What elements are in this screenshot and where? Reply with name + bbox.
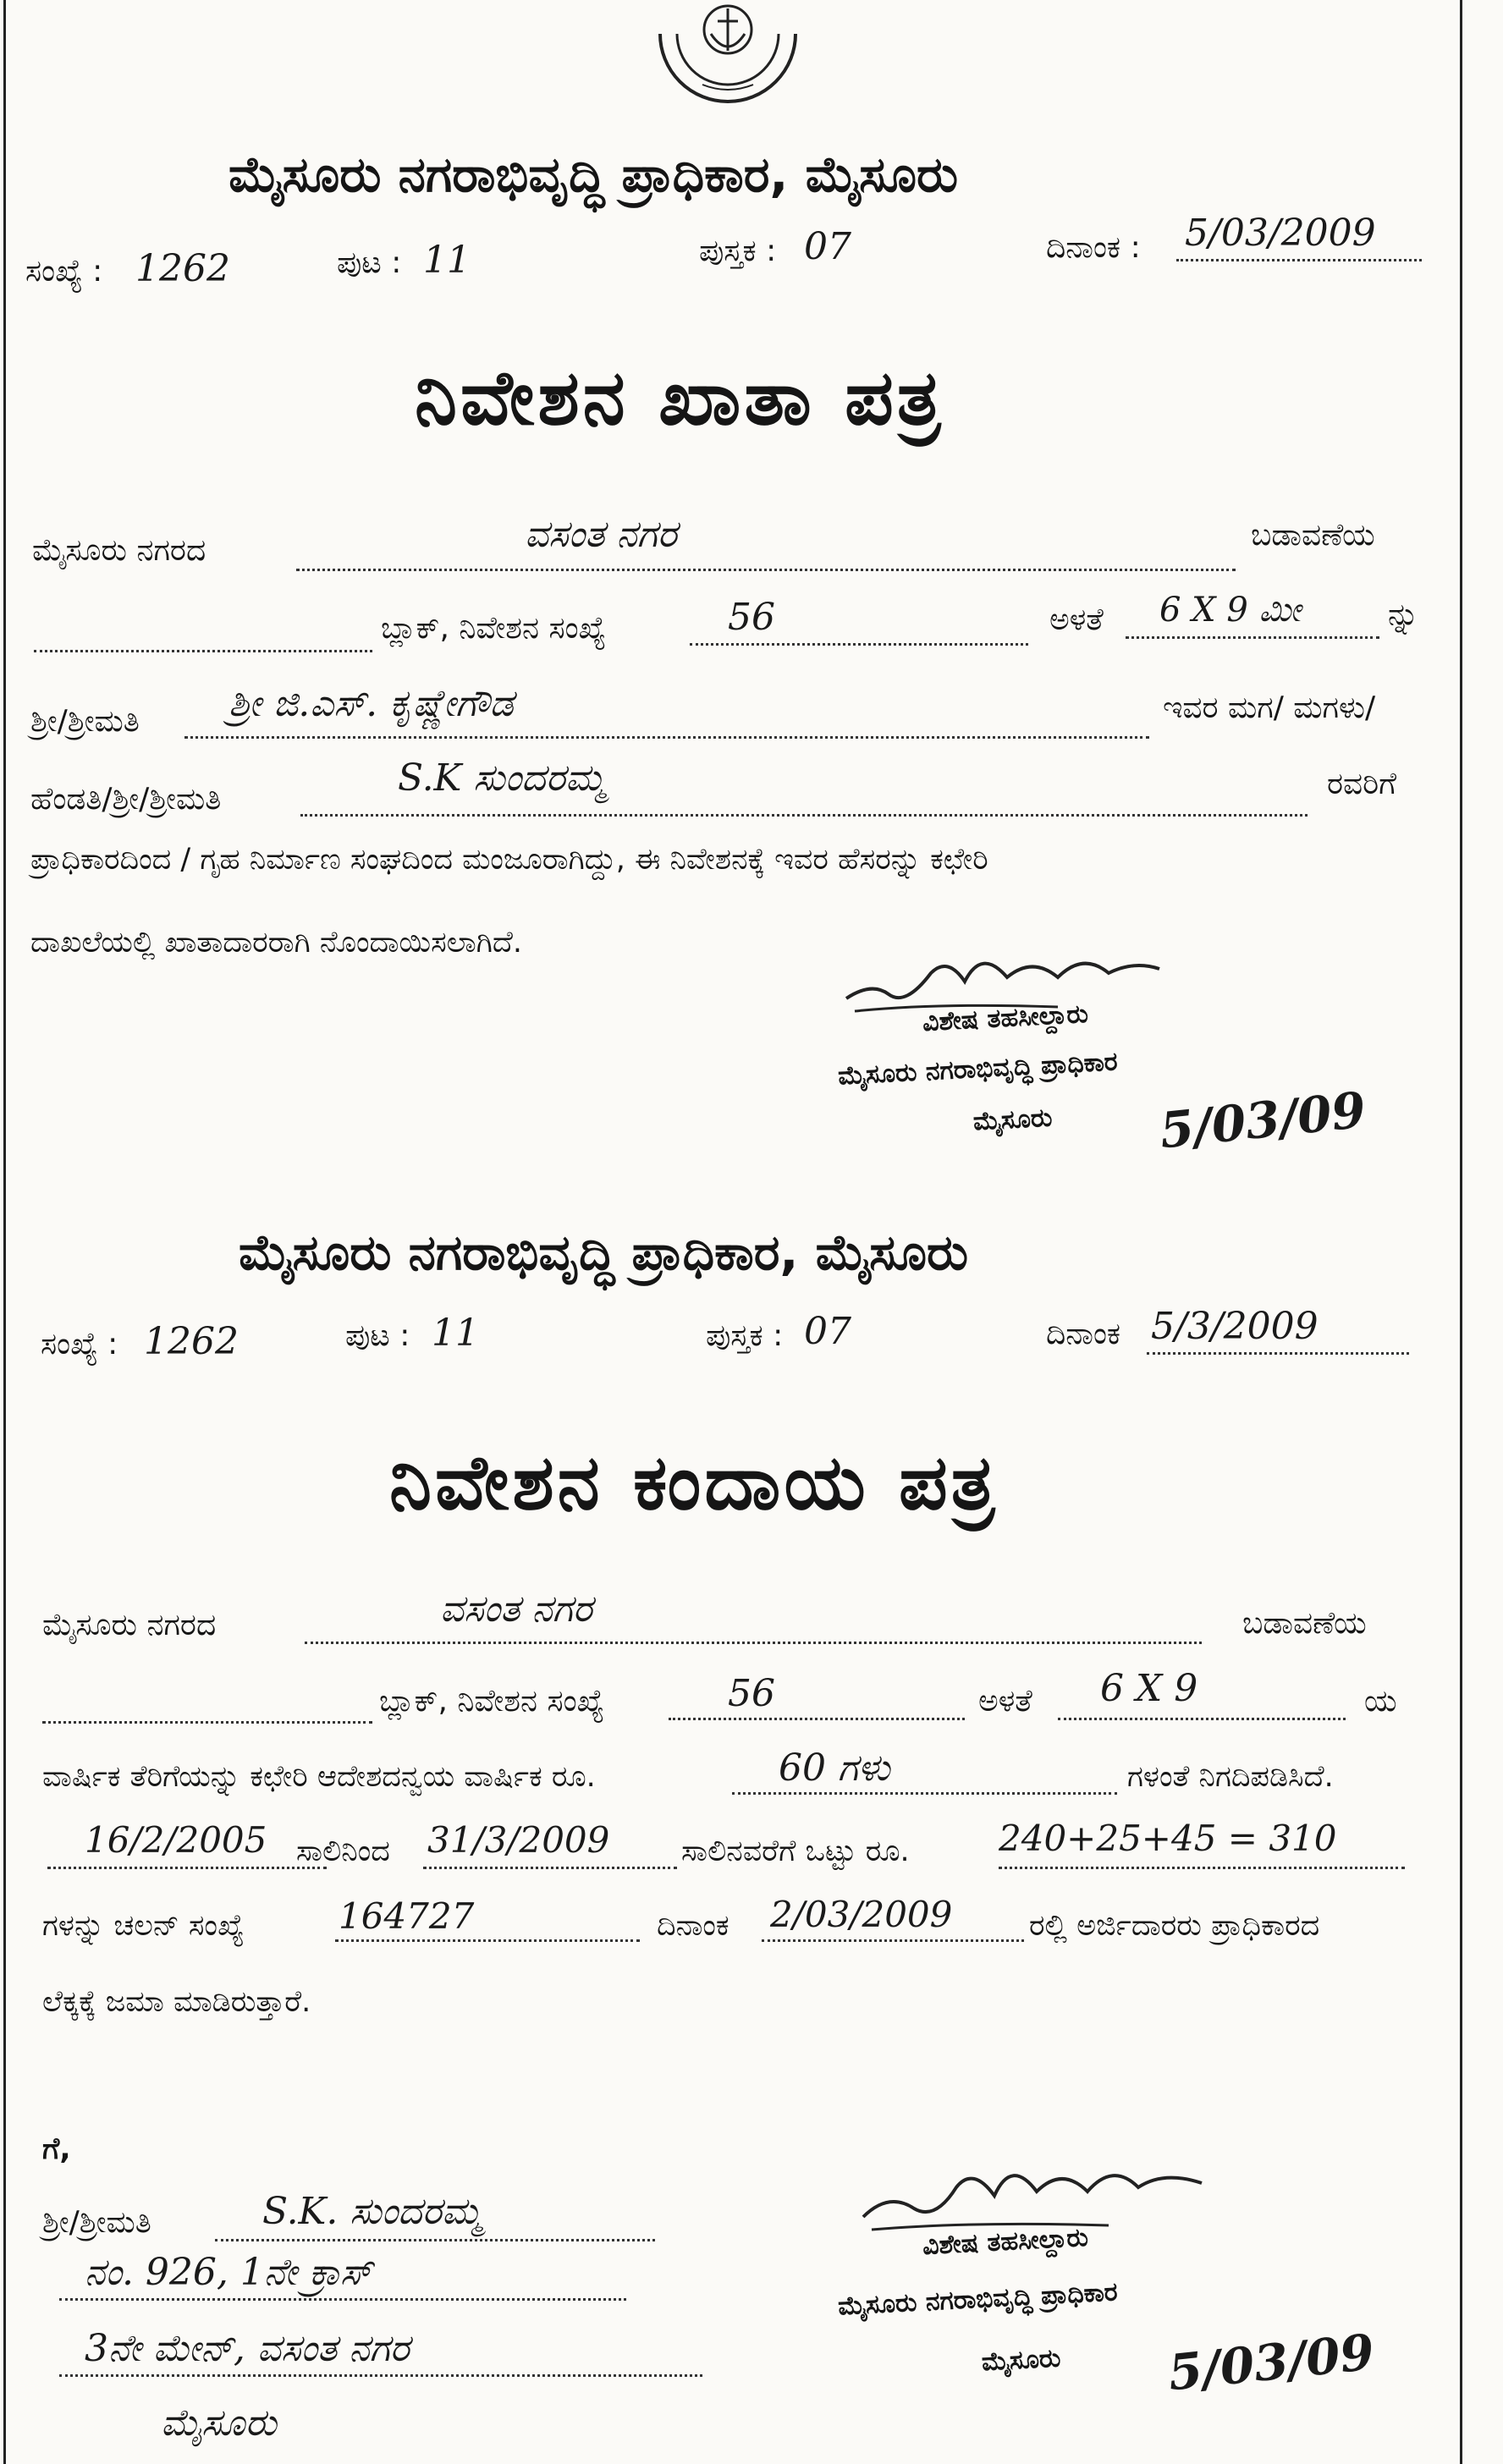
kandaya-recipient-label: ಶ್ರೀ/ಶ್ರೀಮತಿ — [42, 2205, 151, 2240]
khata-book-value: 07 — [804, 225, 851, 268]
khata-city-label: ಮೈಸೂರು ನಗರದ — [32, 533, 206, 568]
kandaya-challan-date-dots — [762, 1939, 1024, 1942]
kandaya-size-value: 6 X 9 — [1100, 1667, 1198, 1710]
kandaya-block-label: ಬ್ಲಾಕ್, ನಿವೇಶನ ಸಂಖ್ಯೆ — [379, 1684, 605, 1719]
khata-date-label: ದಿನಾಂಕ : — [1046, 230, 1141, 265]
khata-site-dots — [690, 643, 1028, 646]
khata-para-line1: ಪ್ರಾಧಿಕಾರದಿಂದ / ಗೃಹ ನಿರ್ಮಾಣ ಸಂಘದಿಂದ ಮಂಜೂರಾಗಿದ್ದು, ಈ ನಿವೇಶನಕ್ಕೆ ಇವರ ಹೆಸರನ್ನು ಕಛೇರಿ — [30, 843, 988, 877]
kandaya-site-no: 56 — [728, 1672, 775, 1715]
kandaya-date-value: 5/3/2009 — [1151, 1305, 1319, 1348]
khata-header-title: ಮೈಸೂರು ನಗರಾಭಿವೃದ್ಧಿ ಪ್ರಾಧಿಕಾರ, ಮೈಸೂರು — [228, 146, 959, 203]
right-margin-rule — [1460, 0, 1462, 2464]
kandaya-recipient-dots — [215, 2239, 655, 2241]
kandaya-challan-dots — [335, 1939, 640, 1942]
khata-size-value: 6 X 9 ಮೀ — [1159, 591, 1302, 630]
khata-page-value: 11 — [423, 239, 471, 282]
khata-size-suffix: ನ್ನು — [1388, 597, 1419, 632]
kandaya-challan-value: 164727 — [339, 1895, 475, 1937]
khata-book-label: ಪುಸ್ತಕ : — [699, 234, 777, 268]
khata-owner-dots — [184, 736, 1149, 739]
khata-size-label: ಅಳತೆ — [1049, 602, 1104, 637]
kandaya-area-dots — [305, 1642, 1202, 1644]
khata-wife-label: ಹೆಂಡತಿ/ಶ್ರೀ/ಶ್ರೀಮತಿ — [30, 782, 222, 817]
kandaya-total-dots — [999, 1867, 1405, 1869]
kandaya-number-value: 1262 — [144, 1320, 239, 1363]
khata-owner-value: ಶ್ರೀ ಜಿ.ಎಸ್. ಕೃಷ್ಣೇಗೌಡ — [228, 682, 514, 725]
kandaya-period-from-label: ಸಾಲಿನಿಂದ — [296, 1834, 390, 1868]
kandaya-size-dots — [1058, 1718, 1346, 1720]
kandaya-doc-title: ನಿವೇಶನ ಕಂದಾಯ ಪತ್ರ — [389, 1438, 999, 1527]
kandaya-area-value: ವಸಂತ ನಗರ — [440, 1587, 592, 1631]
kandaya-tax-dots — [732, 1792, 1117, 1795]
khata-block-label: ಬ್ಲಾಕ್, ನಿವೇಶನ ಸಂಖ್ಯೆ — [381, 611, 607, 646]
kandaya-period-to-label: ಸಾಲಿನವರೆಗೆ ಒಟ್ಟು ರೂ. — [681, 1834, 910, 1868]
khata-ravarige: ರವರಿಗೆ — [1327, 767, 1397, 801]
kandaya-from-dots — [47, 1867, 327, 1869]
khata-wife-dots — [300, 814, 1308, 817]
kandaya-page-label: ಪುಟ : — [345, 1318, 410, 1353]
khata-date-dots — [1176, 259, 1422, 261]
khata-stamp-line3: ಮೈಸೂರು — [972, 1103, 1054, 1137]
khata-number-value: 1262 — [135, 247, 230, 290]
khata-owner-label: ಶ್ರೀ/ಶ್ರೀಮತಿ — [30, 704, 140, 739]
kandaya-recipient-name: S.K. ಸುಂದರಮ್ಮ — [262, 2190, 482, 2233]
kandaya-stamp-line2: ಮೈಸೂರು ನಗರಾಭಿವೃದ್ಧಿ ಪ್ರಾಧಿಕಾರ — [837, 2277, 1119, 2322]
kandaya-period-to: 31/3/2009 — [427, 1819, 610, 1861]
kandaya-date-dots — [1147, 1352, 1409, 1355]
left-margin-rule — [3, 0, 6, 2464]
khata-site-no: 56 — [728, 596, 775, 639]
khata-size-dots — [1126, 636, 1379, 639]
kandaya-city-label: ಮೈಸೂರು ನಗರದ — [42, 1608, 217, 1642]
khata-area-dots — [296, 569, 1236, 571]
khata-block-dots — [34, 650, 372, 652]
kandaya-address2-dots — [59, 2374, 702, 2377]
kandaya-applicant-text: ರಲ್ಲಿ ಅರ್ಜಿದಾರರು ಪ್ರಾಧಿಕಾರದ — [1029, 1909, 1320, 1943]
kandaya-stamp-date: 5/03/09 — [1165, 2323, 1378, 2402]
khata-number-label: ಸಂಖ್ಯೆ : — [25, 254, 103, 289]
kandaya-size-label: ಅಳತೆ — [978, 1684, 1032, 1719]
kandaya-number-label: ಸಂಖ್ಯೆ : — [41, 1327, 118, 1361]
khata-child-label: ಇವರ ಮಗ/ ಮಗಳು/ — [1163, 690, 1376, 725]
kandaya-block-dots — [42, 1721, 372, 1724]
kandaya-to-dots — [423, 1867, 677, 1869]
khata-page-label: ಪುಟ : — [337, 245, 402, 280]
kandaya-tax-label: ವಾರ್ಷಿಕ ತೆರಿಗೆಯನ್ನು ಕಛೇರಿ ಆದೇಶದನ್ವಯ ವಾರ್ಷಿಕ ರೂ. — [42, 1760, 596, 1794]
kandaya-total-value: 240+25+45 = 310 — [999, 1818, 1337, 1859]
khata-layout-label: ಬಡಾವಣೆಯ — [1251, 518, 1375, 553]
khata-stamp-line2: ಮೈಸೂರು ನಗರಾಭಿವೃದ್ಧಿ ಪ್ರಾಧಿಕಾರ — [837, 1047, 1119, 1092]
khata-area-value: ವಸಂತ ನಗರ — [525, 513, 677, 556]
khata-stamp-line1: ವಿಶೇಷ ತಹಸೀಲ್ದಾರು — [922, 998, 1089, 1038]
kandaya-site-dots — [669, 1718, 965, 1720]
kandaya-stamp-line1: ವಿಶೇಷ ತಹಸೀಲ್ದಾರು — [922, 2222, 1089, 2262]
kandaya-to-label: ಗೆ, — [42, 2132, 71, 2166]
khata-wife-value: S.K ಸುಂದರಮ್ಮ — [398, 756, 606, 800]
kandaya-address-line1: ನಂ. 926, 1ನೇ ಕ್ರಾಸ್ — [85, 2251, 372, 2294]
authority-emblem — [652, 0, 804, 127]
kandaya-challan-date-value: 2/03/2009 — [770, 1894, 953, 1935]
kandaya-deposit-text: ಲೆಕ್ಕಕ್ಕೆ ಜಮಾ ಮಾಡಿರುತ್ತಾರೆ. — [42, 1985, 311, 2019]
kandaya-challan-date-label: ದಿನಾಂಕ — [657, 1909, 729, 1943]
kandaya-tax-value: 60 ಗಳು — [779, 1746, 890, 1790]
kandaya-book-label: ಪುಸ್ತಕ : — [706, 1318, 784, 1353]
kandaya-address-line3: ಮೈಸೂರು — [161, 2401, 277, 2445]
kandaya-period-from: 16/2/2005 — [85, 1819, 267, 1861]
kandaya-challan-prefix: ಗಳನ್ನು ಚಲನ್ ಸಂಖ್ಯೆ — [42, 1909, 245, 1943]
kandaya-date-label: ದಿನಾಂಕ — [1046, 1317, 1121, 1351]
kandaya-page-value: 11 — [432, 1312, 479, 1355]
khata-doc-title: ನಿವೇಶನ ಖಾತಾ ಪತ್ರ — [415, 354, 944, 443]
khata-stamp-date: 5/03/09 — [1157, 1081, 1369, 1160]
kandaya-address-line2: 3ನೇ ಮೇನ್, ವಸಂತ ನಗರ — [85, 2327, 410, 2370]
kandaya-header-title: ಮೈಸೂರು ನಗರಾಭಿವೃದ್ಧಿ ಪ್ರಾಧಿಕಾರ, ಮೈಸೂರು — [239, 1224, 969, 1281]
kandaya-book-value: 07 — [804, 1310, 851, 1353]
khata-date-value: 5/03/2009 — [1185, 212, 1376, 255]
kandaya-tax-suffix: ಗಳಂತೆ ನಿಗದಿಪಡಿಸಿದೆ. — [1127, 1760, 1334, 1794]
khata-para-line2: ದಾಖಲೆಯಲ್ಲಿ ಖಾತಾದಾರರಾಗಿ ನೊಂದಾಯಿಸಲಾಗಿದೆ. — [30, 926, 522, 960]
kandaya-size-suffix: ಯ — [1364, 1684, 1397, 1719]
kandaya-stamp-line3: ಮೈಸೂರು — [981, 2343, 1062, 2378]
kandaya-address1-dots — [59, 2298, 626, 2301]
kandaya-layout-label: ಬಡಾವಣೆಯ — [1242, 1606, 1367, 1641]
